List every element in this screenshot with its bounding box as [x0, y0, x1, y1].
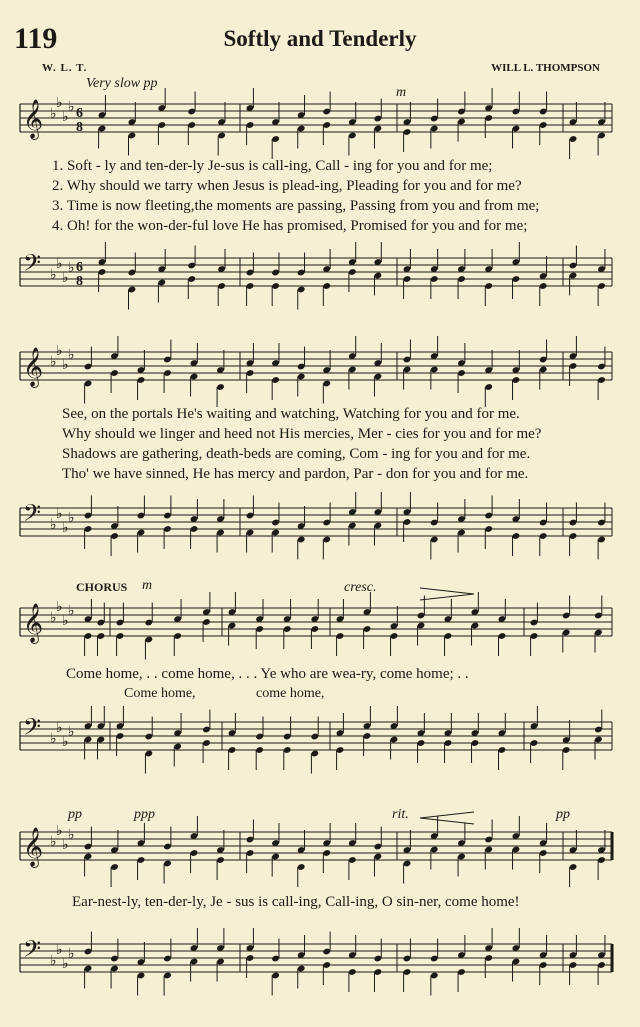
dynamic-pp: pp — [68, 807, 82, 822]
flat-sign: ♭ — [50, 106, 57, 122]
rit-hairpin — [420, 812, 474, 824]
cresc-hairpin — [420, 588, 474, 600]
flat-sign: ♭ — [62, 734, 69, 750]
bass-clef: 𝄢 — [23, 713, 42, 746]
flat-sign: ♭ — [50, 834, 57, 850]
bass-clef: 𝄢 — [23, 935, 42, 968]
chorus-lyric-line: Come home, . . come home, . . . Ye who are wea-ry, come home; . . — [66, 666, 469, 682]
cresc-marking: cresc. — [344, 580, 377, 595]
verse2-line-2: Why should we linger and heed not His mercies, Mer - cies for you and for me? — [62, 426, 542, 442]
time-signature-top: 6 — [76, 106, 83, 121]
flat-sign: ♭ — [56, 95, 63, 111]
flat-sign: ♭ — [62, 270, 69, 286]
treble-clef: 𝄞 — [23, 347, 44, 387]
bass-clef: 𝄢 — [23, 249, 42, 282]
dynamic-pp-end: pp — [556, 807, 570, 822]
composer-credit: WILL L. THOMPSON — [491, 62, 600, 74]
time-signature-top: 6 — [76, 260, 83, 275]
dynamic-m: m — [396, 85, 407, 100]
flat-sign: ♭ — [56, 506, 63, 522]
verse2-line-3: Shadows are gathering, death-beds are coming, Com - ing for you and for me. — [62, 446, 531, 462]
verse-line-2: 2. Why should we tarry when Jesus is plead-ing, Pleading for you and for me? — [52, 178, 522, 194]
flat-sign: ♭ — [62, 837, 69, 853]
tempo-marking: Very slow pp — [86, 76, 158, 91]
flat-sign: ♭ — [50, 517, 57, 533]
flat-sign: ♭ — [62, 613, 69, 629]
flat-sign: ♭ — [68, 347, 75, 363]
flat-sign: ♭ — [68, 724, 75, 740]
hymn-number: 119 — [14, 22, 58, 55]
flat-sign: ♭ — [62, 109, 69, 125]
treble-clef: 𝄞 — [23, 827, 44, 867]
verse-line-4: 4. Oh! for the won-der-ful love He has promised, Promised for you and for me; — [52, 218, 528, 234]
flat-sign: ♭ — [56, 599, 63, 615]
flat-sign: ♭ — [56, 823, 63, 839]
verse-line-1: 1. Soft - ly and ten-der-ly Je-sus is call-ing, Call - ing for you and for me; — [52, 158, 493, 174]
flat-sign: ♭ — [50, 354, 57, 370]
treble-clef: 𝄞 — [23, 99, 44, 139]
chorus-echo-1: Come home, — [124, 686, 196, 701]
flat-sign: ♭ — [68, 510, 75, 526]
flat-sign: ♭ — [68, 827, 75, 843]
bass-clef: 𝄢 — [23, 499, 42, 532]
hymn-title: Softly and Tenderly — [223, 26, 417, 51]
treble-clef: 𝄞 — [23, 603, 44, 643]
flat-sign: ♭ — [56, 343, 63, 359]
chorus-dynamic-m: m — [142, 578, 153, 593]
flat-sign: ♭ — [62, 357, 69, 373]
verse2-line-1: See, on the portals He's waiting and watching, Watching for you and for me. — [62, 406, 520, 422]
verse2-line-4: Tho' we have sinned, He has mercy and pardon, Par - don for you and for me. — [62, 466, 529, 482]
flat-sign: ♭ — [62, 520, 69, 536]
lyricist-credit: W. L. T. — [42, 62, 88, 74]
flat-sign: ♭ — [50, 953, 57, 969]
flat-sign: ♭ — [56, 720, 63, 736]
chorus-label: CHORUS — [76, 580, 128, 594]
flat-sign: ♭ — [68, 946, 75, 962]
flat-sign: ♭ — [56, 256, 63, 272]
flat-sign: ♭ — [68, 99, 75, 115]
chorus-echo-2: come home, — [256, 686, 325, 701]
flat-sign: ♭ — [50, 267, 57, 283]
dynamic-ppp: ppp — [134, 807, 155, 822]
time-signature-bottom: 8 — [76, 120, 83, 135]
flat-sign: ♭ — [68, 603, 75, 619]
flat-sign: ♭ — [68, 260, 75, 276]
flat-sign: ♭ — [50, 610, 57, 626]
final-lyric-line: Ear-nest-ly, ten-der-ly, Je - sus is call-ing, Call-ing, O sin-ner, come home! — [72, 894, 520, 910]
time-signature-bottom: 8 — [76, 274, 83, 289]
flat-sign: ♭ — [50, 731, 57, 747]
flat-sign: ♭ — [56, 942, 63, 958]
verse-line-3: 3. Time is now fleeting,the moments are passing, Passing from you and from me; — [52, 198, 540, 214]
flat-sign: ♭ — [62, 956, 69, 972]
rit-marking: rit. — [392, 807, 409, 822]
